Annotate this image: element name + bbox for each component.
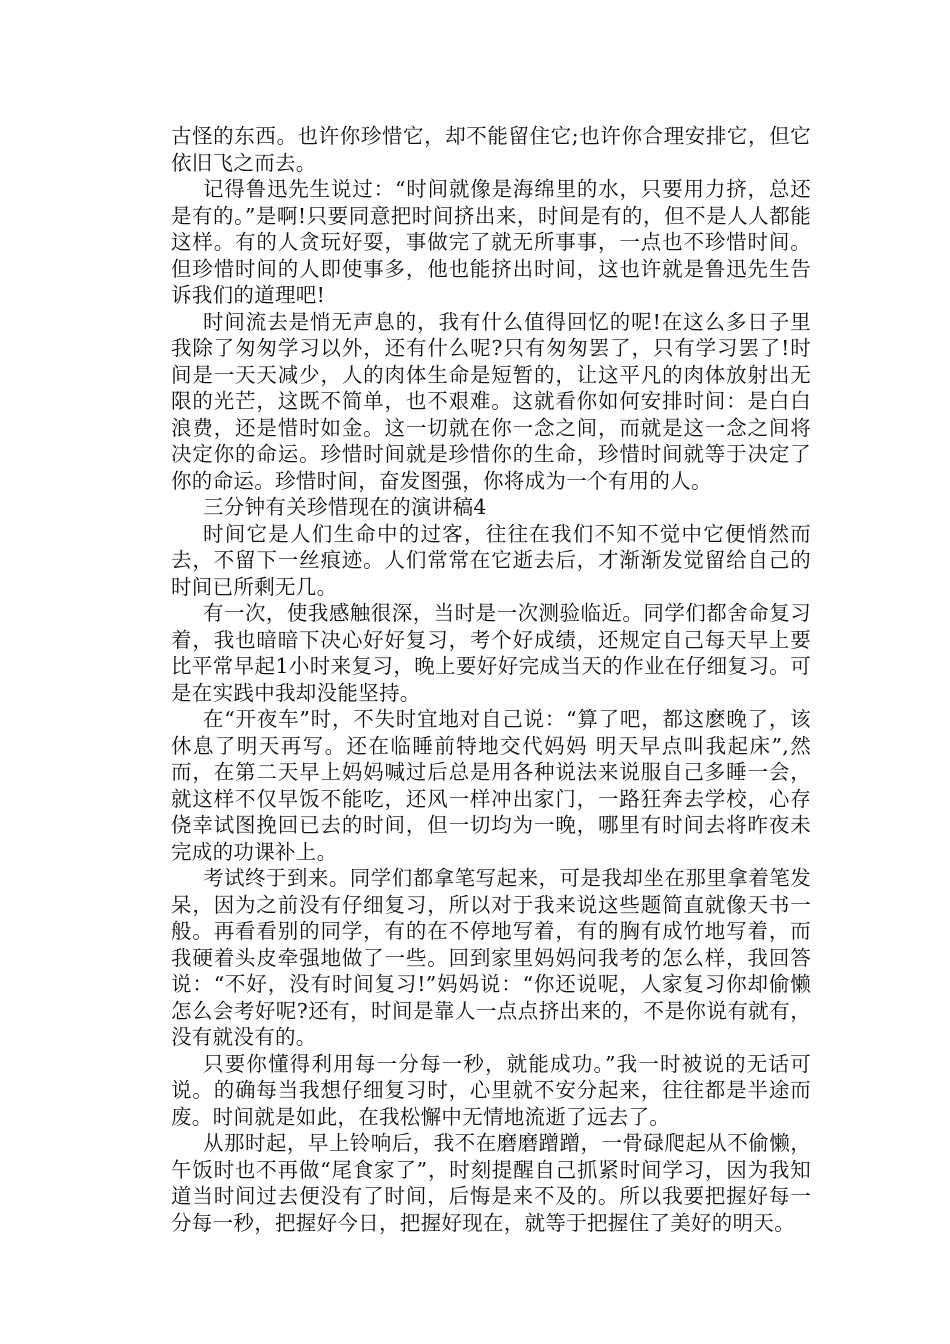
- paragraph-3: 时间流去是悄无声息的，我有什么值得回忆的呢!在这么多日子里我除了匆匆学习以外，还有什么呢?只有匆匆罢了，只有学习罢了!时间是一天天减少，人的肉体生命是短暂的，让这平凡的肉体放射出无限的光芒，这既不简单，也不艰难。这就看你如何安排时间：是白白浪费，还是惜时如金。这一切就在你一念之间，而就是这一念之间将决定你的命运。珍惜时间就是珍惜你的生命，珍惜时间就等于决定了你的命运。珍惜时间，奋发图强，你将成为一个有用的人。: [171, 309, 811, 493]
- paragraph-6: 在“开夜车”时，不失时宜地对自己说：“算了吧，都这麽晚了，该休息了明天再写。还在临睡前特地交代妈妈 明天早点叫我起床”,然而，在第二天早上妈妈喊过后总是用各种说法来说服自己多睡一会，就这样不仅早饭不能吃，还风一样冲出家门，一路狂奔去学校，心存侥幸试图挽回已去的时间，但一切均为一晚，哪里有时间去将昨夜未完成的功课补上。: [171, 707, 811, 864]
- paragraph-2: 记得鲁迅先生说过：“时间就像是海绵里的水，只要用力挤，总还是有的。”是啊!只要同意把时间挤出来，时间是有的，但不是人人都能这样。有的人贪玩好耍，事做完了就无所事事，一点也不珍惜时间。但珍惜时间的人即使事多，他也能挤出时间，这也许就是鲁迅先生告诉我们的道理吧!: [171, 177, 811, 307]
- paragraph-8: 只要你懂得利用每一分每一秒，就能成功。”我一时被说的无话可说。的确每当我想仔细复习时，心里就不安分起来，往往都是半途而废。时间就是如此，在我松懈中无情地流逝了远去了。: [171, 1051, 811, 1129]
- paragraph-5: 有一次，使我感触很深，当时是一次测验临近。同学们都舍命复习着，我也暗暗下决心好好复习，考个好成绩，还规定自己每天早上要比平常早起1小时来复习，晚上要好好完成当天的作业在仔细复习。可是在实践中我却没能坚持。: [171, 601, 811, 705]
- paragraph-9: 从那时起，早上铃响后，我不在磨磨蹭蹭，一骨碌爬起从不偷懒，午饭时也不再做“尾食家了”，时刻提醒自己抓紧时间学习，因为我知道当时间过去便没有了时间，后悔是来不及的。所以我要把握好每一分每一秒，把握好今日，把握好现在，就等于把握住了美好的明天。: [171, 1131, 811, 1235]
- paragraph-4: 时间它是人们生命中的过客，往往在我们不知不觉中它便悄然而去，不留下一丝痕迹。人们常常在它逝去后，才渐渐发觉留给自己的时间已所剩无几。: [171, 521, 811, 599]
- section-heading: 三分钟有关珍惜现在的演讲稿4: [203, 495, 487, 519]
- paragraph-7: 考试终于到来。同学们都拿笔写起来，可是我却坐在那里拿着笔发呆，因为之前没有仔细复习，所以对于我来说这些题简直就像天书一般。再看看别的同学，有的在不停地写着，有的胸有成竹地写着，而我硬着头皮牵强地做了一些。回到家里妈妈问我考的怎么样，我回答说：“不好，没有时间复习!”妈妈说：“你还说呢，人家复习你却偷懒怎么会考好呢?还有，时间是靠人一点点挤出来的，不是你说有就有，没有就没有的。: [171, 866, 811, 1049]
- document-body: [171, 123, 811, 1236]
- paragraph-1: 古怪的东西。也许你珍惜它，却不能留住它;也许你合理安排它，但它依旧飞之而去。: [171, 124, 811, 175]
